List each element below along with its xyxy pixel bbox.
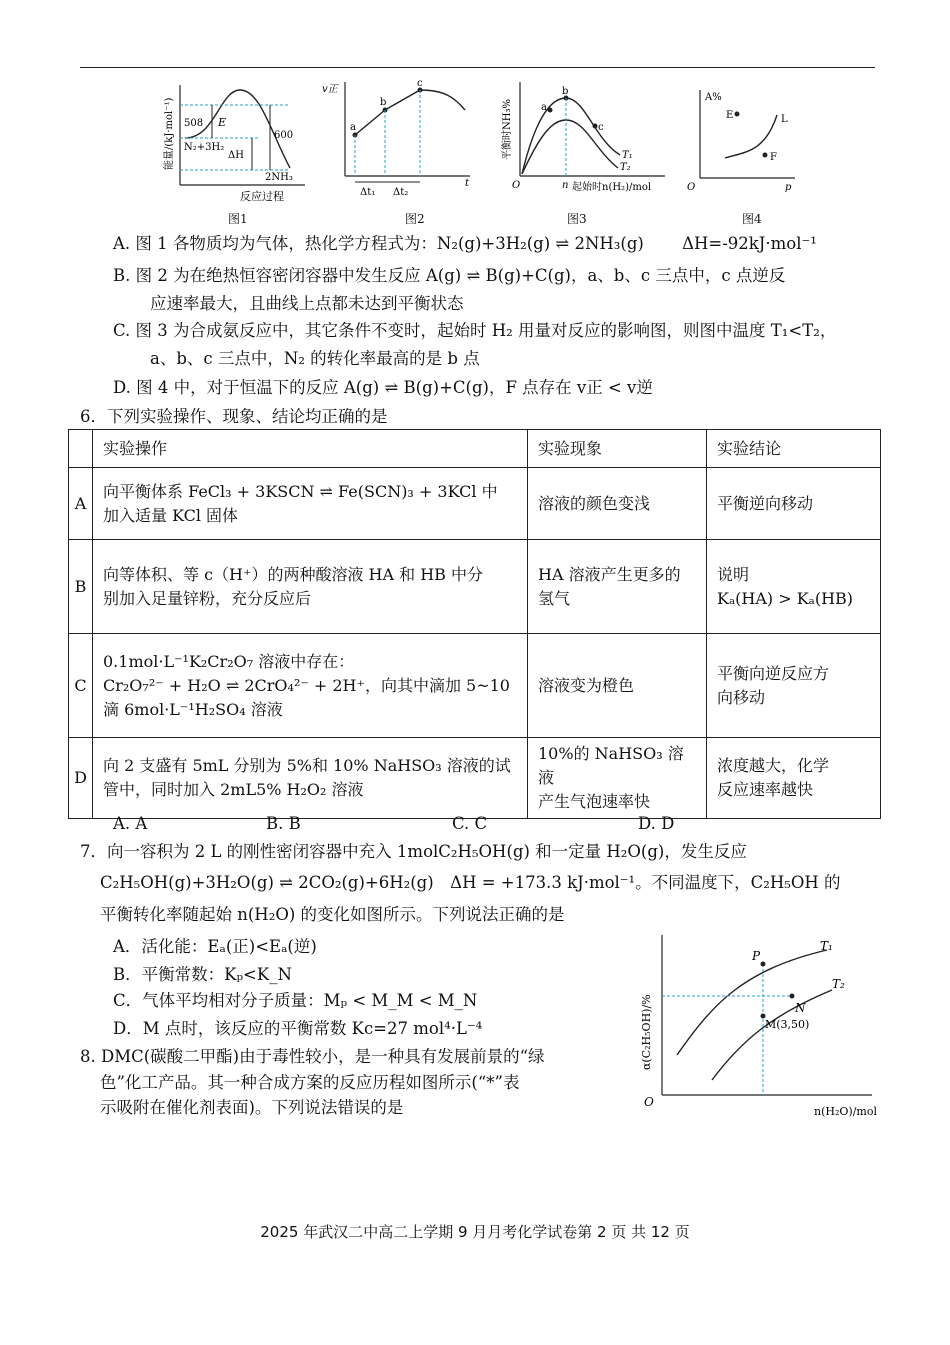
fig3-ylabel: 平衡时NH₃% — [502, 99, 513, 160]
fig2-t: t — [465, 178, 470, 189]
q7-option-a: A．活化能：Eₐ(正)<Eₐ(逆) — [113, 937, 317, 956]
row-op — [93, 468, 528, 540]
q5-option-d: D. 图 4 中，对于恒温下的反应 A(g) ⇌ B(g)+C(g)，F 点存在 v正 < v逆 — [113, 378, 653, 397]
row-concl — [707, 468, 881, 540]
q5-option-c-line1: C. 图 3 为合成氨反应中，其它条件不变时，起始时 H₂ 用量对反应的影响图，则图中温度 T₁<T₂， — [113, 321, 837, 340]
fig4-F: F — [770, 152, 777, 163]
fig1-ylabel: 能量/(kJ·mol⁻¹) — [164, 97, 175, 170]
table-header-blank — [69, 430, 93, 468]
row-phen — [528, 540, 707, 634]
q6-option-a: A. A — [113, 814, 148, 833]
fig1-xlabel: 反应过程 — [240, 190, 284, 203]
fig4-ylabel: A% — [705, 92, 722, 103]
top-rule — [80, 67, 875, 68]
table-row — [69, 738, 881, 819]
fig3-xlabel: 起始时n(H₂)/mol — [572, 182, 652, 193]
chart-ylabel: α(C₂H₅OH)/% — [640, 994, 653, 1070]
fig3-caption: 图3 — [567, 212, 587, 226]
series-T2 — [712, 990, 832, 1080]
row-phen — [528, 634, 707, 738]
row-concl — [707, 634, 881, 738]
fig3-T2: T₂ — [620, 162, 631, 173]
fig2-dt2: Δt₂ — [393, 187, 409, 198]
fig2-caption: 图2 — [405, 212, 425, 226]
op-line: 滴 6mol·L⁻¹H₂SO₄ 溶液 — [103, 699, 283, 719]
concl-line: Kₐ(HA) > Kₐ(HB) — [717, 588, 854, 608]
fig1-caption: 图1 — [228, 212, 248, 226]
fig1-reactants: N₂+3H₂ — [184, 142, 225, 153]
table-header-row — [69, 430, 881, 468]
row-op — [93, 634, 528, 738]
row-op — [93, 738, 528, 819]
fig4-caption: 图4 — [742, 212, 762, 226]
table-header-op: 实验操作 — [93, 430, 528, 468]
fig1-products: 2NH₃ — [265, 172, 293, 183]
q6-table — [68, 429, 881, 819]
concl-line: 平衡逆向移动 — [717, 493, 814, 513]
q8-line1: 8. DMC(碳酸二甲酯)由于毒性较小，是一种具有发展前景的“绿 — [80, 1047, 545, 1066]
fig3-a: a — [541, 102, 547, 113]
figure-1 — [160, 80, 310, 215]
fig1-E: E — [218, 116, 227, 129]
q8-line3: 示吸附在催化剂表面)。下列说法错误的是 — [100, 1098, 404, 1117]
concl-line: 向移动 — [717, 687, 766, 707]
fig2-dt1: Δt₁ — [360, 187, 376, 198]
row-label: A — [69, 468, 93, 540]
fig2-b: b — [380, 97, 387, 108]
q6-option-b: B. B — [266, 814, 301, 833]
row-phen — [528, 738, 707, 819]
fig3-n: n — [562, 180, 569, 191]
row-label: C — [69, 634, 93, 738]
q5-option-b-line2: 应速率最大，且曲线上点都未达到平衡状态 — [150, 294, 464, 313]
fig1-508: 508 — [184, 118, 204, 129]
row-label: B — [69, 540, 93, 634]
concl-line: 说明 — [717, 564, 750, 584]
row-concl — [707, 540, 881, 634]
q5-option-a: A. 图 1 各物质均为气体，热化学方程式为：N₂(g)+3H₂(g) ⇌ 2NH₃(g) ΔH=-92kJ·mol⁻¹ — [113, 234, 817, 253]
q5-option-b-line1: B. 图 2 为在绝热恒容密闭容器中发生反应 A(g) ⇌ B(g)+C(g)，a、b、c 三点中，c 点逆反 — [113, 266, 786, 285]
phen-line: 10%的 NaHSO₃ 溶液 — [538, 744, 684, 787]
chart-origin: O — [644, 1095, 654, 1109]
q7-chart — [632, 930, 897, 1125]
figure-row — [150, 80, 910, 230]
row-concl — [707, 738, 881, 819]
phen-line: 氢气 — [538, 588, 571, 608]
op-line: 别加入足量锌粉，充分反应后 — [103, 588, 312, 608]
fig3-b: b — [562, 86, 569, 97]
op-line: Cr₂O₇²⁻ + H₂O ⇌ 2CrO₄²⁻ + 2H⁺，向其中滴加 5~10 — [103, 675, 510, 695]
chart-xlabel: n(H₂O)/mol — [814, 1105, 877, 1118]
q6-option-c: C. C — [452, 814, 488, 833]
q7-option-b: B．平衡常数：Kₚ<K_N — [113, 965, 292, 984]
op-line: 向平衡体系 FeCl₃ + 3KSCN ⇌ Fe(SCN)₃ + 3KCl 中 — [103, 481, 498, 501]
fig3-c: c — [598, 122, 604, 133]
row-phen — [528, 468, 707, 540]
fig1-dH: ΔH — [228, 150, 244, 161]
phen-line: 产生气泡速率快 — [538, 792, 651, 811]
q7-line1: 7．向一容积为 2 L 的刚性密闭容器中充入 1molC₂H₅OH(g) 和一定量 H₂O(g)，发生反应 — [80, 842, 747, 861]
label-N: N — [795, 1001, 806, 1015]
page-footer: 2025 年武汉二中高二上学期 9 月月考化学试卷第 2 页 共 12 页 — [260, 1223, 690, 1241]
fig4-E: E — [726, 110, 734, 121]
label-M: M(3,50) — [765, 1018, 810, 1031]
table-header-phen: 实验现象 — [528, 430, 707, 468]
phen-line: 溶液变为橙色 — [538, 675, 635, 695]
concl-line: 反应速率越快 — [717, 780, 814, 799]
op-line: 管中，同时加入 2mL5% H₂O₂ 溶液 — [103, 780, 364, 799]
table-row — [69, 468, 881, 540]
phen-line: 溶液的颜色变浅 — [538, 493, 651, 513]
q5-option-c-line2: a、b、c 三点中，N₂ 的转化率最高的是 b 点 — [150, 349, 480, 368]
phen-line: HA 溶液产生更多的 — [538, 564, 681, 584]
point-N — [790, 994, 795, 999]
op-line: 向 2 支盛有 5mL 分别为 5%和 10% NaHSO₃ 溶液的试 — [103, 756, 511, 775]
table-header-concl: 实验结论 — [707, 430, 881, 468]
q7-line2: C₂H₅OH(g)+3H₂O(g) ⇌ 2CO₂(g)+6H₂(g) ΔH = +173.3 kJ·mol⁻¹。不同温度下，C₂H₅OH 的 — [100, 873, 841, 892]
fig4-L: L — [781, 114, 788, 125]
row-op — [93, 540, 528, 634]
label-P: P — [752, 949, 761, 963]
fig3-T1: T₁ — [622, 150, 633, 161]
q7-option-c: C．气体平均相对分子质量：Mₚ < M_M < M_N — [113, 991, 478, 1010]
figure-2 — [320, 80, 480, 210]
point-P — [761, 962, 766, 967]
label-T2: T₂ — [832, 977, 845, 991]
q8-line2: 色”化工产品。其一种合成方案的反应历程如图所示(“*”表 — [100, 1073, 520, 1092]
fig3-O: O — [512, 180, 521, 191]
q7-option-d: D．M 点时，该反应的平衡常数 Kc=27 mol⁴·L⁻⁴ — [113, 1019, 483, 1038]
op-line: 向等体积、等 c（H⁺）的两种酸溶液 HA 和 HB 中分 — [103, 564, 484, 584]
fig4-p: p — [785, 182, 792, 193]
label-T1: T₁ — [820, 939, 833, 953]
op-line: 0.1mol·L⁻¹K₂Cr₂O₇ 溶液中存在： — [103, 651, 355, 671]
figure-3 — [500, 80, 675, 210]
concl-line: 平衡向逆反应方 — [717, 663, 830, 683]
q6-option-d: D. D — [638, 814, 675, 833]
table-row — [69, 634, 881, 738]
q6-stem: 6．下列实验操作、现象、结论均正确的是 — [80, 407, 388, 426]
fig4-O: O — [687, 182, 696, 193]
row-label: D — [69, 738, 93, 819]
fig2-c: c — [417, 80, 423, 89]
fig2-ylabel: v正 — [322, 84, 338, 95]
concl-line: 浓度越大，化学 — [717, 756, 830, 775]
op-line: 加入适量 KCl 固体 — [103, 505, 239, 525]
fig2-a: a — [350, 122, 356, 133]
fig1-600: 600 — [274, 130, 294, 141]
q7-line3: 平衡转化率随起始 n(H₂O) 的变化如图所示。下列说法正确的是 — [100, 905, 565, 924]
table-row — [69, 540, 881, 634]
figure-4 — [685, 80, 805, 210]
